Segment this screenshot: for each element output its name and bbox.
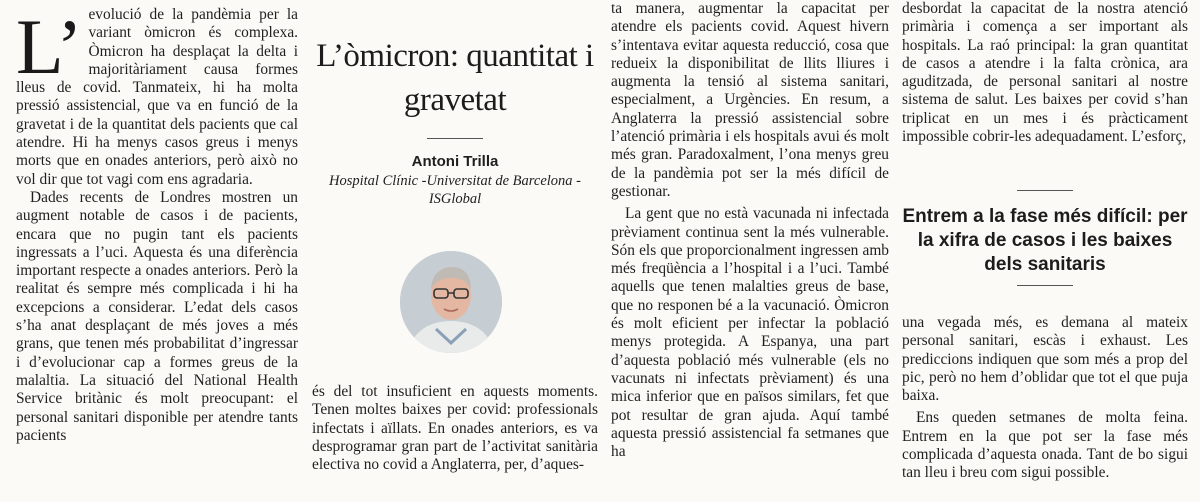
column-3: [611, 0, 889, 461]
divider: [1017, 285, 1073, 286]
paragraph: [16, 0, 298, 189]
paragraph: ta manera, augmentar la capacitat per atendre els pacients covid. Aquest hivern s’intentava evitar aquesta reducció, cosa que redueix la disponibilitat de llits lliures i augmenta la tensió al sistema sanitari, especialment, a Urgències. En resum, a Anglaterra la pressió assistencial sobre l’atenció primària i els hospitals avui és molt més gran. Paradoxalment, l’ona menys greu de la pandèmia pot ser la més difícil de gestionar.: [611, 0, 889, 200]
drop-cap: L’: [16, 3, 83, 90]
divider: [427, 138, 483, 139]
headline: L’òmicron: quantitat i gravetat: [316, 38, 594, 118]
column-1: [16, 0, 298, 445]
paragraph: Dades recents de Londres mostren un augment notable de casos i de pacients, encara que no pugin tant els pacients ingressats a l’uci. Aquesta és una diferència important respecte a onades anteriors. Però la realitat és sempre més complicada i hi ha excepcions a considerar. L’edat dels casos s’ha anat desplaçant de més joves a més grans, que tenen més probabilitat d’ingressar i d’evolucionar cap a formes greus de la malaltia. La situació del National Health Service britànic és molt preocupant: el personal sanitari disponible per atendre tants pacients: [16, 188, 298, 444]
paragraph-text: evolució de la pandèmia per la variant òmicron és complexa. Òmicron ha desplaçat la delta i majoritàriament causa formes lleus de covid. Tanmateix, hi ha molta pressió assistencial, que va en funció de la gravetat i de la quantitat dels pacients que cal atendre. Hi ha menys casos greus i menys morts que en onades anteriors, però això no vol dir que tot vagi com ens agradaria.: [16, 6, 298, 188]
paragraph: La gent que no està vacunada ni infectada prèviament continua sent la més vulnerable. Són els que proporcionalment ingressen amb més freqüència a l’hospital i a l’uci. També aquells que tenen malalties greus de base, que no responen bé a la vacunació. Òmicron és molt eficient per infectar la població menys protegida. A Espanya, una part d’aquesta població més vulnerable (els no vacunats ni infectats prèviament) és una mica inferior que en països similars, fet que pot resultar de gran ajuda. Aquí també aquesta pressió assistencial fa setmanes que ha: [611, 205, 889, 461]
column-4-text: [902, 314, 1188, 483]
divider: [1017, 190, 1073, 191]
paragraph: és del tot insuficient en aquests moments. Tenen moltes baixes per covid: professionals infectats i aïllats. En onades anteriors, es va desprogramar gran part de l’activitat sanitària electiva no covid a Anglaterra, per, d’aques-: [312, 383, 598, 474]
author-name: Antoni Trilla: [411, 153, 499, 170]
column-2-text: [312, 383, 598, 474]
paragraph: una vegada més, es demana al mateix personal sanitari, escàs i exhaust. Les prediccions indiquen que som més a prop del pic, però no hem d’oblidar que tot el que puja baixa.: [902, 314, 1188, 405]
paragraph: Ens queden setmanes de molta feina. Entrem en la que pot ser la fase més complicada d’aquesta onada. Tant de bo sigui tan lleu i breu com sigui possible.: [902, 409, 1188, 482]
headline-block: [312, 14, 598, 208]
author-portrait-icon: [400, 251, 502, 353]
paragraph: desbordat la capacitat de la nostra atenció primària i comença a ser important als hospitals. La raó principal: la gran quantitat de casos a atendre i la falta crònica, ara aguditzada, de personal sanitari al nostre sistema de salut. Les baixes per covid s’han triplicat en un mes i és pràcticament impossible cobrir-les adequadament. L’esforç,: [902, 0, 1188, 146]
author-photo: [400, 251, 502, 353]
pull-quote-text: Entrem a la fase més difícil: per la xifra de casos i les baixes dels sanitaris: [902, 206, 1188, 275]
pull-quote: [902, 190, 1188, 286]
column-4: [902, 0, 1188, 482]
author-affiliation: Hospital Clínic -Universitat de Barcelona - ISGlobal: [329, 173, 581, 207]
